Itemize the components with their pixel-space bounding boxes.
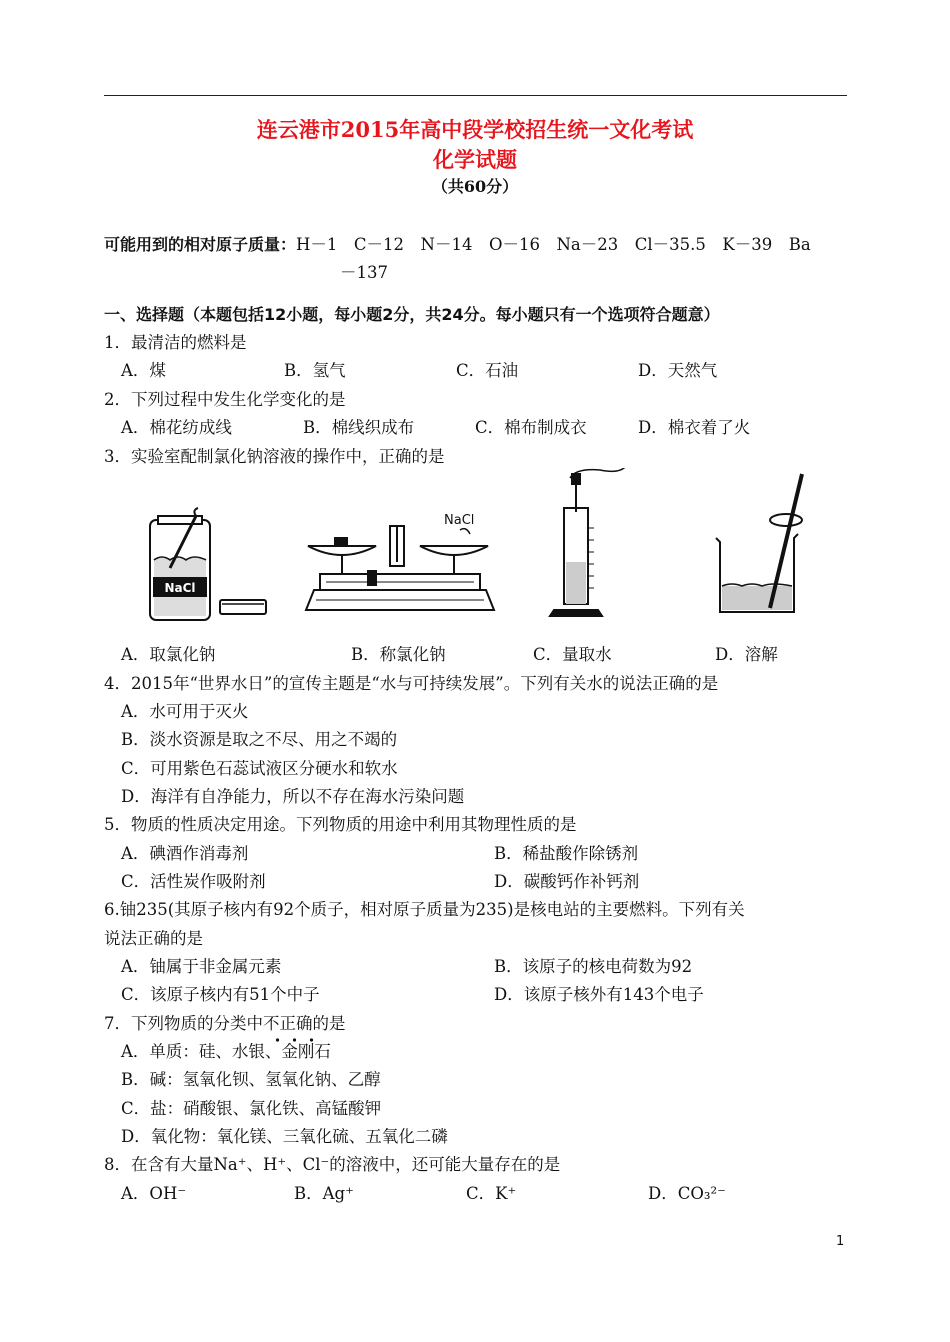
q6-stem: 6.铀235(其原子核内有92个质子，相对原子质量为235)是核电站的主要燃料。下列有关 xyxy=(104,900,745,919)
q2-option-c: C．棉布制成衣 xyxy=(475,418,587,437)
q4-option-b: B．淡水资源是取之不尽、用之不竭的 xyxy=(121,730,398,749)
section-heading: 一、选择题（本题包括12小题，每小题2分，共24分。每小题只有一个选项符合题意） xyxy=(104,305,720,324)
q3-option-c: C．量取水 xyxy=(533,645,612,664)
exam-subtitle: 化学试题 xyxy=(433,147,517,172)
atomic-mass-values: H－1 C－12 N－14 O－16 Na－23 Cl－35.5 K－39 Ba xyxy=(296,235,811,254)
atomic-mass-label: 可能用到的相对原子质量： xyxy=(104,235,297,254)
q5-option-b: B．稀盐酸作除锈剂 xyxy=(494,844,639,863)
exam-title: 连云港市2015年高中段学校招生统一文化考试 xyxy=(256,117,694,142)
reagent-jar-figure xyxy=(150,508,266,620)
q3-option-b: B．称氯化钠 xyxy=(351,645,446,664)
q5-stem: 5．物质的性质决定用途。下列物质的用途中利用其物理性质的是 xyxy=(104,815,577,834)
q7-stem-emphasis: 不正确 xyxy=(263,1012,313,1036)
q2-option-a: A．棉花纺成线 xyxy=(121,418,232,437)
q3-stem: 3．实验室配制氯化钠溶液的操作中，正确的是 xyxy=(104,447,445,466)
q8-stem: 8．在含有大量Na⁺、H⁺、Cl⁻的溶液中，还可能大量存在的是 xyxy=(104,1155,561,1174)
q4-option-c: C．可用紫色石蕊试液区分硬水和软水 xyxy=(121,759,398,778)
q5-option-c: C．活性炭作吸附剂 xyxy=(121,872,266,891)
top-rule xyxy=(104,95,847,96)
q6-option-c: C．该原子核内有51个中子 xyxy=(121,985,320,1004)
q2-stem: 2．下列过程中发生化学变化的是 xyxy=(104,390,346,409)
q2-option-d: D．棉衣着了火 xyxy=(638,418,751,437)
q6-option-b: B．该原子的核电荷数为92 xyxy=(494,957,693,976)
q5-option-a: A．碘酒作消毒剂 xyxy=(121,844,249,863)
q7-option-b: B．碱：氢氧化钡、氢氧化钠、乙醇 xyxy=(121,1070,381,1089)
q1-stem: 1．最清洁的燃料是 xyxy=(104,333,247,352)
q7-stem xyxy=(104,1012,346,1036)
q7-option-d: D．氧化物：氧化镁、三氧化硫、五氧化二磷 xyxy=(121,1127,448,1146)
beaker-figure xyxy=(716,474,802,612)
q4-option-a: A．水可用于灭火 xyxy=(121,702,249,721)
q4-option-d: D．海洋有自净能力，所以不存在海水污染问题 xyxy=(121,787,465,806)
q5-option-d: D．碳酸钙作补钙剂 xyxy=(494,872,640,891)
q6-option-d: D．该原子核外有143个电子 xyxy=(494,985,704,1004)
q1-option-c: C．石油 xyxy=(456,361,519,380)
balance-figure xyxy=(306,526,494,610)
atomic-mass-line xyxy=(104,233,811,257)
q8-option-b: B．Ag⁺ xyxy=(294,1184,354,1203)
q7-stem-pre: 7．下列物质的分类中 xyxy=(104,1014,263,1033)
q3-option-d: D．溶解 xyxy=(715,645,778,664)
q7-option-a: A．单质：硅、水银、金刚石 xyxy=(121,1042,331,1061)
q6-option-a: A．铀属于非金属元素 xyxy=(121,957,282,976)
q8-option-c: C．K⁺ xyxy=(466,1184,517,1203)
q3-apparatus-figures xyxy=(130,468,830,638)
q4-stem: 4．2015年“世界水日”的宣传主题是“水与可持续发展”。下列有关水的说法正确的是 xyxy=(104,674,719,693)
q1-option-a: A．煤 xyxy=(121,361,166,380)
q3-option-a: A．取氯化钠 xyxy=(121,645,216,664)
page-number: 1 xyxy=(836,1234,845,1249)
q1-option-b: B．氢气 xyxy=(284,361,346,380)
q8-option-a: A．OH⁻ xyxy=(121,1184,187,1203)
q6-stem-continuation: 说法正确的是 xyxy=(104,929,203,948)
atomic-mass-continuation: －137 xyxy=(340,263,388,282)
total-score: （共60分） xyxy=(431,177,519,196)
q2-option-b: B．棉线织成布 xyxy=(303,418,415,437)
q8-option-d: D．CO₃²⁻ xyxy=(648,1184,726,1203)
q1-option-d: D．天然气 xyxy=(638,361,718,380)
jar-label: NaCl xyxy=(164,581,196,595)
graduated-cylinder-figure xyxy=(550,468,626,616)
q7-stem-post: 的是 xyxy=(312,1014,346,1033)
balance-label: NaCl xyxy=(444,513,475,528)
q7-option-c: C．盐：硝酸银、氯化铁、高锰酸钾 xyxy=(121,1099,382,1118)
